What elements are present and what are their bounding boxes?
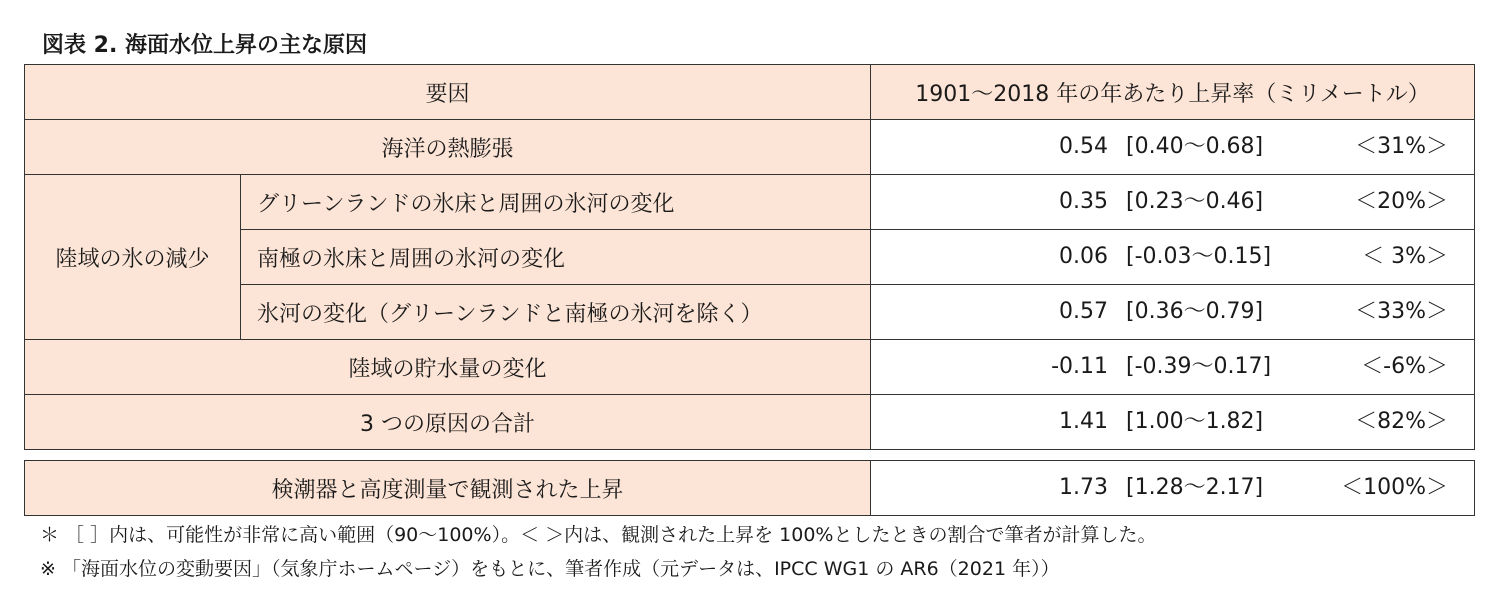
rate-value: 1.41: [1059, 409, 1108, 434]
rate-value: 0.35: [1059, 189, 1108, 214]
rate-range: [-0.39〜0.17]: [1126, 354, 1272, 379]
rate-range: [-0.03〜0.15]: [1126, 244, 1272, 269]
row-label: 南極の氷床と周囲の氷河の変化: [241, 230, 871, 285]
group-label: 陸域の氷の減少: [25, 175, 241, 340]
figure-title: 図表 2. 海面水位上昇の主な原因: [42, 33, 367, 58]
table-row: [25, 285, 1475, 340]
rate-range: [0.23〜0.46]: [1126, 189, 1264, 214]
table-row: [25, 395, 1475, 450]
rate-value: 1.73: [1059, 475, 1108, 500]
row-label: 海洋の熱膨張: [25, 120, 871, 175]
rate-value: 0.57: [1059, 299, 1108, 324]
observed-rise-table: [24, 460, 1475, 516]
row-label: グリーンランドの氷床と周囲の氷河の変化: [241, 175, 871, 230]
rate-value: -0.11: [1051, 354, 1108, 379]
rate-value: 0.54: [1059, 134, 1108, 159]
table-row: [25, 461, 1475, 516]
rate-percent: ＜100%＞: [1341, 475, 1448, 500]
rate-percent: ＜33%＞: [1355, 299, 1448, 324]
rate-percent: ＜20%＞: [1355, 189, 1448, 214]
table-row: [25, 120, 1475, 175]
rate-percent: ＜82%＞: [1355, 409, 1448, 434]
header-rate: 1901〜2018 年の年あたり上昇率（ミリメートル）: [871, 65, 1475, 120]
row-values: [871, 285, 1475, 340]
row-label: 3 つの原因の合計: [25, 395, 871, 450]
row-values: [871, 120, 1475, 175]
row-values: [871, 395, 1475, 450]
header-factor: 要因: [25, 65, 871, 120]
row-label: 氷河の変化（グリーンランドと南極の氷河を除く）: [241, 285, 871, 340]
row-values: [871, 230, 1475, 285]
table-row: [25, 230, 1475, 285]
footnote-range: ＊ ［ ］内は、可能性が非常に高い範囲（90〜100%）。＜ ＞内は、観測された上昇を 100%としたときの割合で筆者が計算した。: [40, 524, 1157, 546]
rate-percent: ＜31%＞: [1355, 134, 1448, 159]
row-values: [871, 340, 1475, 395]
footnote-source: ※ 「海面水位の変動要因」（気象庁ホームページ）をもとに、筆者作成（元データは、IPCC WG1 の AR6（2021 年））: [40, 558, 1060, 580]
row-values: [871, 175, 1475, 230]
sea-level-factors-table: [24, 64, 1475, 450]
rate-percent: ＜-6%＞: [1361, 354, 1448, 379]
row-label: 検潮器と高度測量で観測された上昇: [25, 461, 871, 516]
row-values: [871, 461, 1475, 516]
table-row: [25, 175, 1475, 230]
table-row: [25, 340, 1475, 395]
table-header-row: [25, 65, 1475, 120]
rate-range: [0.40〜0.68]: [1126, 134, 1264, 159]
rate-range: [0.36〜0.79]: [1126, 299, 1264, 324]
rate-percent: ＜ 3%＞: [1362, 244, 1448, 269]
rate-value: 0.06: [1059, 244, 1108, 269]
rate-range: [1.00〜1.82]: [1126, 409, 1264, 434]
row-label: 陸域の貯水量の変化: [25, 340, 871, 395]
rate-range: [1.28〜2.17]: [1126, 475, 1264, 500]
